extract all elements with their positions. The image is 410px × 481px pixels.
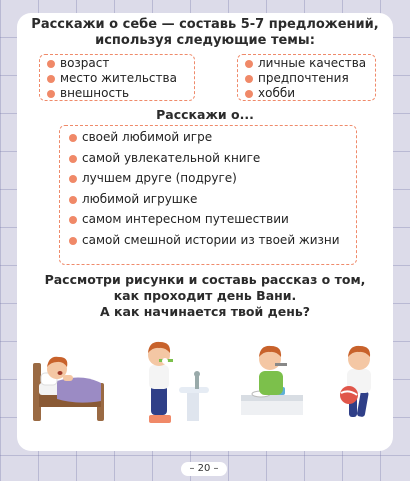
topic-item: предпочтения xyxy=(242,71,375,86)
bullet-icon xyxy=(47,60,55,68)
boy-in-bed-illustration xyxy=(27,343,109,425)
bullet-icon xyxy=(69,216,77,224)
topic-item: место жительства xyxy=(44,71,194,86)
boy-with-ball-illustration xyxy=(335,339,385,423)
bullet-icon xyxy=(245,60,253,68)
topics-left-box xyxy=(39,54,195,101)
intro-line-1: Расскажи о себе — составь 5-7 предложений, xyxy=(31,17,379,32)
about-item: любимой игрушке xyxy=(66,192,356,207)
bullet-icon xyxy=(245,75,253,83)
about-item: самом интересном путешествии xyxy=(66,212,356,227)
bullet-icon xyxy=(69,175,77,183)
intro-line-2: используя следующие темы: xyxy=(95,33,315,48)
bullet-icon xyxy=(69,196,77,204)
bullet-icon xyxy=(47,90,55,98)
about-item: своей любимой игре xyxy=(66,130,356,145)
topics-right-box xyxy=(237,54,376,101)
about-box xyxy=(59,125,357,265)
boy-eating-breakfast-illustration xyxy=(239,337,319,423)
task-text: Рассмотри рисунки и составь рассказ о том, как проходит день Вани. А как начинается твой день? xyxy=(44,272,366,319)
about-title: Расскажи о... xyxy=(156,107,254,122)
bullet-icon xyxy=(69,155,77,163)
topic-item: личные качества xyxy=(242,56,375,71)
bullet-icon xyxy=(69,237,77,245)
about-item: самой смешной истории из твоей жизни xyxy=(66,233,356,248)
page-number: – 20 – xyxy=(181,462,227,476)
page-card xyxy=(17,13,393,451)
bullet-icon xyxy=(69,134,77,142)
about-item: лучшем друге (подруге) xyxy=(66,171,356,186)
bullet-icon xyxy=(245,90,253,98)
topic-item: хобби xyxy=(242,86,375,101)
bullet-icon xyxy=(47,75,55,83)
intro-heading xyxy=(17,17,393,49)
boy-brushing-teeth-illustration xyxy=(127,335,211,423)
topic-item: возраст xyxy=(44,56,194,71)
about-item: самой увлекательной книге xyxy=(66,151,356,166)
topic-item: внешность xyxy=(44,86,194,101)
